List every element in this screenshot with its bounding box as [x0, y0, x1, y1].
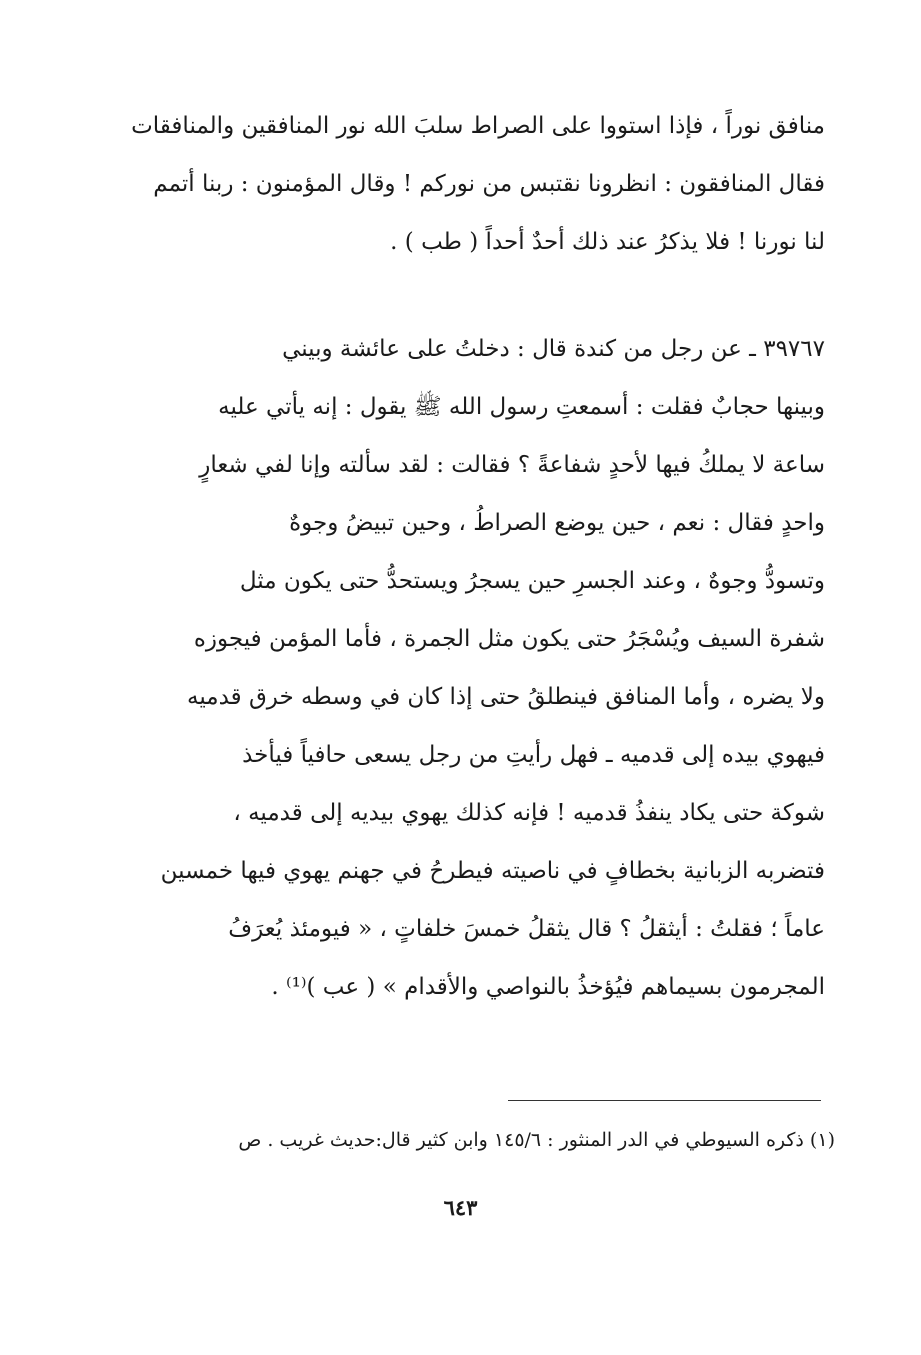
text-line: واحدٍ فقال : نعم ، حين يوضع الصراطُ ، وحين تبيضُ وجوهٌ [289, 510, 825, 536]
text-line: شفرة السيف ويُسْجَرُ حتى يكون مثل الجمرة ، فأما المؤمن فيجوزه [193, 626, 825, 652]
text-line: ولا يضره ، وأما المنافق فينطلقُ حتى إذا كان في وسطه خرق قدميه [186, 684, 825, 710]
text-line: المجرمون بسيماهم فيُؤخذُ بالنواصي والأقدام » ( عب )⁽¹⁾ . [271, 974, 825, 1000]
text-line: وتسودُّ وجوهٌ ، وعند الجسرِ حين يسجرُ ويستحدُّ حتى يكون مثل [239, 568, 825, 594]
text-line: منافق نوراً ، فإذا استووا على الصراط سلبَ الله نور المنافقين والمنافقات [131, 113, 825, 139]
text-line: ساعة لا يملكُ فيها لأحدٍ شفاعةً ؟ فقالت : لقد سألته وإنا لفي شعارٍ [199, 452, 825, 478]
text-line: لنا نورنا ! فلا يذكرُ عند ذلك أحدٌ أحداً ( طب ) . [390, 229, 825, 255]
hadith-number-line: ٣٩٧٦٧ ـ عن رجل من كندة قال : دخلتُ على عائشة وبيني [282, 336, 825, 362]
text-line: فتضربه الزبانية بخطافٍ في ناصيته فيطرحُ في جهنم يهوي فيها خمسين [160, 858, 825, 884]
footnote: (١) ذكره السيوطي في الدر المنثور : ١٤٥/٦ وابن كثير قال:حديث غريب . ص [238, 1129, 835, 1151]
continuation-paragraph [100, 97, 825, 271]
text-line: فقال المنافقون : انظرونا نقتبس من نوركم ! وقال المؤمنون : ربنا أتمم [153, 171, 825, 197]
page-number: ٦٤٣ [443, 1195, 478, 1220]
text-line: وبينها حجابٌ فقلت : أسمعتِ رسول الله ﷺ يقول : إنه يأتي عليه [218, 394, 825, 420]
text-line: شوكة حتى يكاد ينفذُ قدميه ! فإنه كذلك يهوي بيديه إلى قدميه ، [233, 800, 825, 826]
footnote-divider [508, 1100, 821, 1101]
text-line: فيهوي بيده إلى قدميه ـ فهل رأيتِ من رجل يسعى حافياً فيأخذ [242, 742, 825, 768]
hadith-paragraph [100, 320, 825, 1016]
text-line: عاماً ؛ فقلتُ : أيثقلُ ؟ قال يثقلُ خمسَ خلفاتٍ ، « فيومئذ يُعرَفُ [228, 916, 825, 942]
